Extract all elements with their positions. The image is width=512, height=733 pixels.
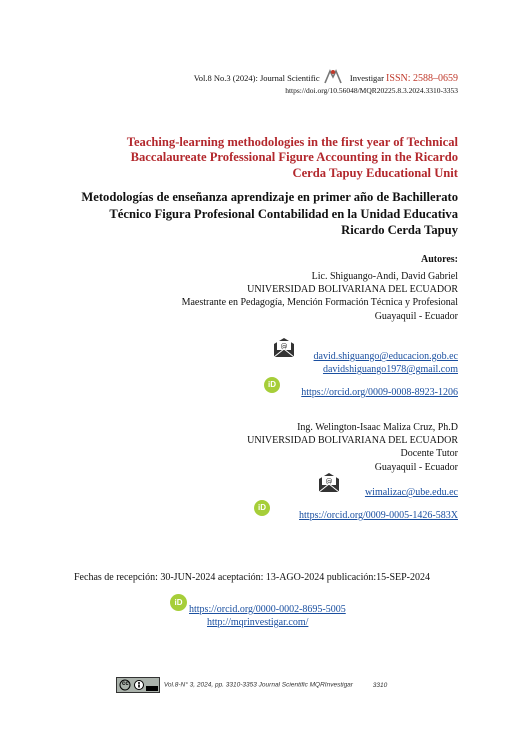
journal-orcid-container xyxy=(189,604,346,615)
cc-license-icon xyxy=(116,677,160,693)
author2-role: Docente Tutor xyxy=(400,448,458,460)
journal-orcid-link[interactable]: https://orcid.org/0000-0002-8695-5005 xyxy=(189,604,346,615)
page-number: 3310 xyxy=(372,681,388,689)
author2-email-link[interactable]: wimalizac@ube.edu.ec xyxy=(364,487,458,498)
author1-university: UNIVERSIDAD BOLIVARIANA DEL ECUADOR xyxy=(247,284,458,296)
title-english: Teaching-learning methodologies in the first year of Technical Baccalaureate Professional Figure Accounting in the Ricardo Cerda Tapuy Educational Unit xyxy=(126,135,458,180)
author1-orcid-link[interactable]: https://orcid.org/0009-0008-8923-1206 xyxy=(301,387,458,398)
orcid-icon: iD xyxy=(254,500,270,516)
envelope-icon xyxy=(273,338,295,358)
author1-location: Guayaquil - Ecuador xyxy=(374,310,458,322)
author1-name: Lic. Shiguango-Andi, David Gabriel xyxy=(311,271,458,282)
author1-role: Maestrante en Pedagogía, Mención Formación Técnica y Profesional xyxy=(181,297,458,309)
author2-name: Ing. Welington-Isaac Maliza Cruz, Ph.D xyxy=(297,422,458,433)
issn: ISSN: 2588–0659 xyxy=(386,73,458,84)
svg-text:@: @ xyxy=(325,477,333,486)
author2-location: Guayaquil - Ecuador xyxy=(374,461,458,473)
mqr-logo-icon xyxy=(324,68,342,84)
author1-orcid-container xyxy=(301,386,458,399)
author1-block xyxy=(182,270,458,323)
author2-orcid-container xyxy=(299,509,458,522)
journal-investigar: Investigar xyxy=(349,73,384,83)
dates-line: Fechas de recepción: 30-JUN-2024 aceptación: 13-AGO-2024 publicación:15-SEP-2024 xyxy=(74,572,431,583)
cc-label: cc xyxy=(122,681,129,687)
orcid-icon: iD xyxy=(264,377,280,393)
author2-block xyxy=(247,421,458,474)
author2-university: UNIVERSIDAD BOLIVARIANA DEL ECUADOR xyxy=(247,435,458,447)
envelope-icon xyxy=(318,473,340,493)
authors-heading: Autores: xyxy=(420,254,458,265)
doi-link[interactable]: https://doi.org/10.56048/MQR20225.8.3.2024.3310-3353 xyxy=(285,86,458,95)
page-footer xyxy=(116,677,387,693)
journal-info: Vol.8 No.3 (2024): Journal Scientific xyxy=(193,73,320,83)
author1-email1-link[interactable]: david.shiguango@educacion.gob.ec xyxy=(313,351,458,362)
author2-orcid-link[interactable]: https://orcid.org/0009-0005-1426-583X xyxy=(299,510,458,521)
svg-text:@: @ xyxy=(280,342,288,351)
author1-emails xyxy=(314,350,458,376)
journal-header xyxy=(194,68,458,84)
journal-url-link[interactable]: http://mqrinvestigar.com/ xyxy=(207,617,309,628)
author1-email2-link[interactable]: davidshiguango1978@gmail.com xyxy=(322,364,458,376)
title-spanish: Metodologías de enseñanza aprendizaje en primer año de Bachillerato Técnico Figura Profesional Contabilidad en la Unidad Educativa Ricardo Cerda Tapuy xyxy=(81,190,458,237)
orcid-icon: iD xyxy=(170,594,187,611)
author2-email-container xyxy=(365,486,458,499)
footer-citation: Vol.8-N° 3, 2024, pp. 3310-3353 Journal Scientific MQRInvestigar xyxy=(163,681,353,689)
journal-url-container xyxy=(207,617,308,628)
